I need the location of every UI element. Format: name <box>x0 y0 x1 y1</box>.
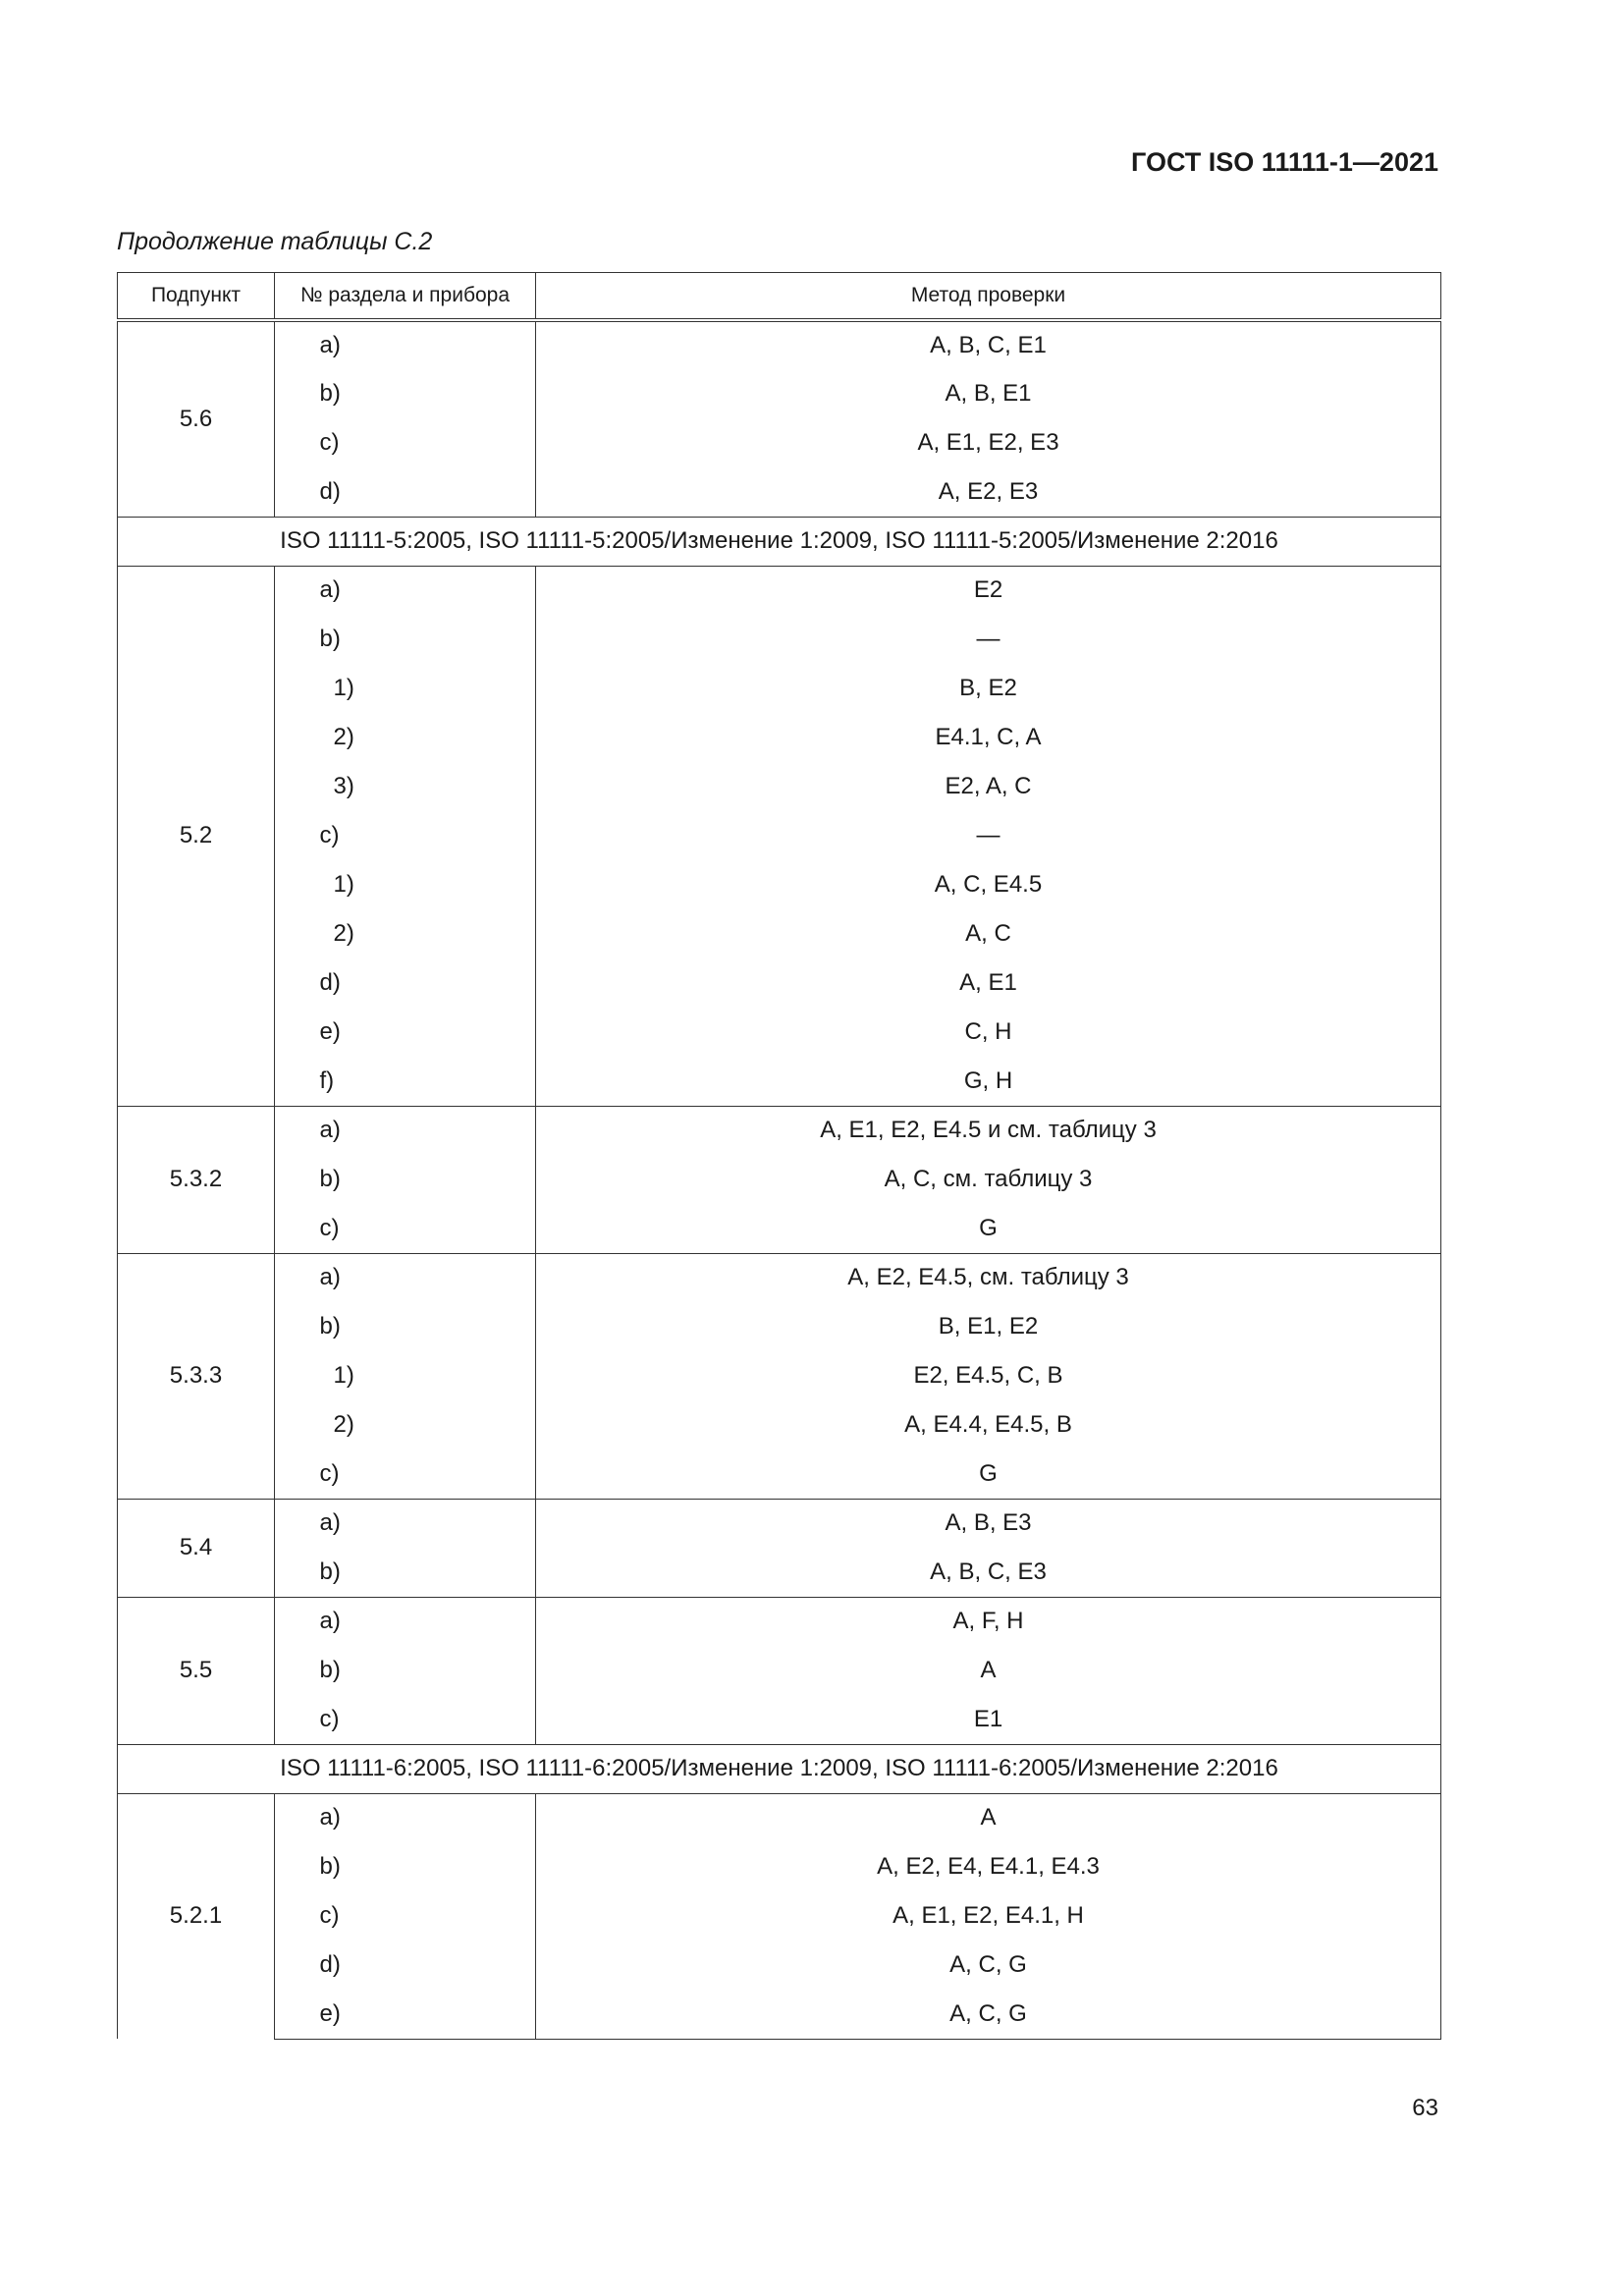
method-cell: A, C <box>536 909 1441 958</box>
subitem-label: b) <box>319 380 341 407</box>
table-row <box>118 1351 1441 1400</box>
subitem-cell <box>275 1008 536 1057</box>
method-cell: A, E1, E2, E3 <box>536 418 1441 467</box>
method-cell: A <box>536 1793 1441 1842</box>
method-cell: A, C, G <box>536 1941 1441 1990</box>
clause-cell: 5.4 <box>118 1499 275 1597</box>
table-row <box>118 664 1441 713</box>
method-cell: — <box>536 811 1441 860</box>
method-cell: A, E2, E3 <box>536 467 1441 517</box>
table-row <box>118 762 1441 811</box>
table-row <box>118 1597 1441 1646</box>
standard-reference-row <box>118 1744 1441 1793</box>
standard-reference: ISO 11111-6:2005, ISO 11111-6:2005/Изменение 1:2009, ISO 11111-6:2005/Изменение 2:2016 <box>118 1744 1441 1793</box>
subitem-label: e) <box>319 1999 341 2027</box>
method-cell: A, B, E1 <box>536 369 1441 418</box>
subitem-cell <box>275 713 536 762</box>
subitem-cell <box>275 369 536 418</box>
subitem-label: a) <box>319 1117 341 1144</box>
method-cell: A, E1 <box>536 958 1441 1008</box>
method-cell: G <box>536 1204 1441 1253</box>
subitem-label: 2) <box>333 724 354 750</box>
subitem-label: b) <box>319 1313 341 1339</box>
table-row <box>118 713 1441 762</box>
subitem-label: a) <box>319 1264 341 1291</box>
subitem-label: b) <box>319 626 341 652</box>
table-row <box>118 1057 1441 1106</box>
subitem-label: d) <box>319 477 341 505</box>
standard-reference-row <box>118 517 1441 566</box>
subitem-cell <box>275 1351 536 1400</box>
table-row <box>118 467 1441 517</box>
subitem-cell <box>275 418 536 467</box>
method-cell: C, H <box>536 1008 1441 1057</box>
method-cell: A, E2, E4, E4.1, E4.3 <box>536 1842 1441 1891</box>
clause-cell: 5.6 <box>118 320 275 517</box>
subitem-label: f) <box>319 1066 335 1094</box>
table-row <box>118 1842 1441 1891</box>
subitem-cell <box>275 320 536 369</box>
subitem-label: c) <box>319 429 340 456</box>
table-row <box>118 615 1441 664</box>
method-cell: — <box>536 615 1441 664</box>
method-cell: B, E2 <box>536 664 1441 713</box>
table-row <box>118 1253 1441 1302</box>
subitem-label: c) <box>319 1214 340 1241</box>
subitem-label: c) <box>319 1705 340 1732</box>
table-header-row <box>118 273 1441 321</box>
method-cell: A, E1, E2, E4.5 и см. таблицу 3 <box>536 1106 1441 1155</box>
column-header-clause: Подпункт <box>118 273 275 321</box>
column-header-section: № раздела и прибора <box>275 273 536 321</box>
clause-cell: 5.5 <box>118 1597 275 1744</box>
subitem-label: 1) <box>333 675 354 701</box>
subitem-cell <box>275 1204 536 1253</box>
clause-cell: 5.3.3 <box>118 1253 275 1499</box>
subitem-cell <box>275 1155 536 1204</box>
subitem-cell <box>275 615 536 664</box>
table-row <box>118 1891 1441 1941</box>
method-cell: A, E2, E4.5, см. таблицу 3 <box>536 1253 1441 1302</box>
table-row <box>118 1008 1441 1057</box>
subitem-label: b) <box>319 1166 341 1192</box>
subitem-cell <box>275 1106 536 1155</box>
method-cell: A, B, C, E3 <box>536 1548 1441 1597</box>
method-cell: A, C, E4.5 <box>536 860 1441 909</box>
subitem-cell <box>275 1695 536 1744</box>
subitem-cell <box>275 1057 536 1106</box>
subitem-cell <box>275 467 536 517</box>
subitem-label: d) <box>319 969 341 996</box>
subitem-cell <box>275 1449 536 1499</box>
verification-table <box>117 272 1441 2040</box>
method-cell: A, E4.4, E4.5, B <box>536 1400 1441 1449</box>
table-row <box>118 811 1441 860</box>
subitem-cell <box>275 1990 536 2039</box>
subitem-label: a) <box>319 1804 341 1831</box>
subitem-cell <box>275 860 536 909</box>
page-number: 63 <box>1412 2095 1438 2121</box>
subitem-label: b) <box>319 1558 341 1585</box>
table-row <box>118 418 1441 467</box>
method-cell: E2 <box>536 566 1441 615</box>
subitem-label: d) <box>319 1951 341 1978</box>
table-row <box>118 860 1441 909</box>
subitem-cell <box>275 1941 536 1990</box>
table-row <box>118 1449 1441 1499</box>
table-row <box>118 958 1441 1008</box>
subitem-cell <box>275 1499 536 1548</box>
subitem-cell <box>275 664 536 713</box>
subitem-cell <box>275 1597 536 1646</box>
table-row <box>118 566 1441 615</box>
subitem-label: c) <box>319 1902 340 1929</box>
subitem-cell <box>275 1646 536 1695</box>
subitem-cell <box>275 1891 536 1941</box>
table-row <box>118 1302 1441 1351</box>
method-cell: A, B, E3 <box>536 1499 1441 1548</box>
subitem-label: a) <box>319 576 341 604</box>
clause-cell: 5.2.1 <box>118 1793 275 2039</box>
method-cell: G, H <box>536 1057 1441 1106</box>
method-cell: A, C, см. таблицу 3 <box>536 1155 1441 1204</box>
subitem-label: b) <box>319 1657 341 1683</box>
method-cell: G <box>536 1449 1441 1499</box>
standard-reference: ISO 11111-5:2005, ISO 11111-5:2005/Изменение 1:2009, ISO 11111-5:2005/Изменение 2:2016 <box>118 517 1441 566</box>
table-row <box>118 1155 1441 1204</box>
clause-cell: 5.2 <box>118 566 275 1106</box>
subitem-label: 3) <box>333 773 354 799</box>
clause-cell: 5.3.2 <box>118 1106 275 1253</box>
subitem-cell <box>275 1793 536 1842</box>
subitem-label: 1) <box>333 871 354 898</box>
method-cell: E1 <box>536 1695 1441 1744</box>
method-cell: A, C, G <box>536 1990 1441 2039</box>
subitem-label: c) <box>319 822 340 848</box>
subitem-cell <box>275 811 536 860</box>
subitem-cell <box>275 1400 536 1449</box>
table-row <box>118 1204 1441 1253</box>
subitem-cell <box>275 762 536 811</box>
subitem-label: 1) <box>333 1362 354 1389</box>
table-row <box>118 1548 1441 1597</box>
table-row <box>118 1793 1441 1842</box>
table-caption: Продолжение таблицы С.2 <box>117 228 433 255</box>
table-row <box>118 369 1441 418</box>
method-cell: E2, A, C <box>536 762 1441 811</box>
method-cell: A, E1, E2, E4.1, H <box>536 1891 1441 1941</box>
subitem-cell <box>275 1253 536 1302</box>
table-row <box>118 1941 1441 1990</box>
table-row <box>118 1990 1441 2039</box>
table-row <box>118 909 1441 958</box>
subitem-cell <box>275 909 536 958</box>
method-cell: E2, E4.5, C, B <box>536 1351 1441 1400</box>
table-row <box>118 1106 1441 1155</box>
subitem-label: b) <box>319 1853 341 1880</box>
table-body <box>118 320 1441 2039</box>
subitem-label: a) <box>319 1608 341 1635</box>
method-cell: A, F, H <box>536 1597 1441 1646</box>
column-header-method: Метод проверки <box>536 273 1441 321</box>
method-cell: A, B, C, E1 <box>536 320 1441 369</box>
subitem-cell <box>275 958 536 1008</box>
document-code: ГОСТ ISO 11111-1—2021 <box>1131 147 1438 177</box>
method-cell: B, E1, E2 <box>536 1302 1441 1351</box>
subitem-label: a) <box>319 332 341 358</box>
table-row <box>118 1695 1441 1744</box>
table-row <box>118 1400 1441 1449</box>
subitem-label: c) <box>319 1459 340 1487</box>
table-row <box>118 1499 1441 1548</box>
subitem-cell <box>275 1302 536 1351</box>
subitem-label: e) <box>319 1018 341 1045</box>
subitem-label: 2) <box>333 920 354 947</box>
method-cell: E4.1, C, A <box>536 713 1441 762</box>
method-cell: A <box>536 1646 1441 1695</box>
subitem-cell <box>275 1548 536 1597</box>
subitem-label: a) <box>319 1509 341 1537</box>
subitem-cell <box>275 1842 536 1891</box>
table-row <box>118 1646 1441 1695</box>
subitem-label: 2) <box>333 1411 354 1438</box>
table-row <box>118 320 1441 369</box>
subitem-cell <box>275 566 536 615</box>
